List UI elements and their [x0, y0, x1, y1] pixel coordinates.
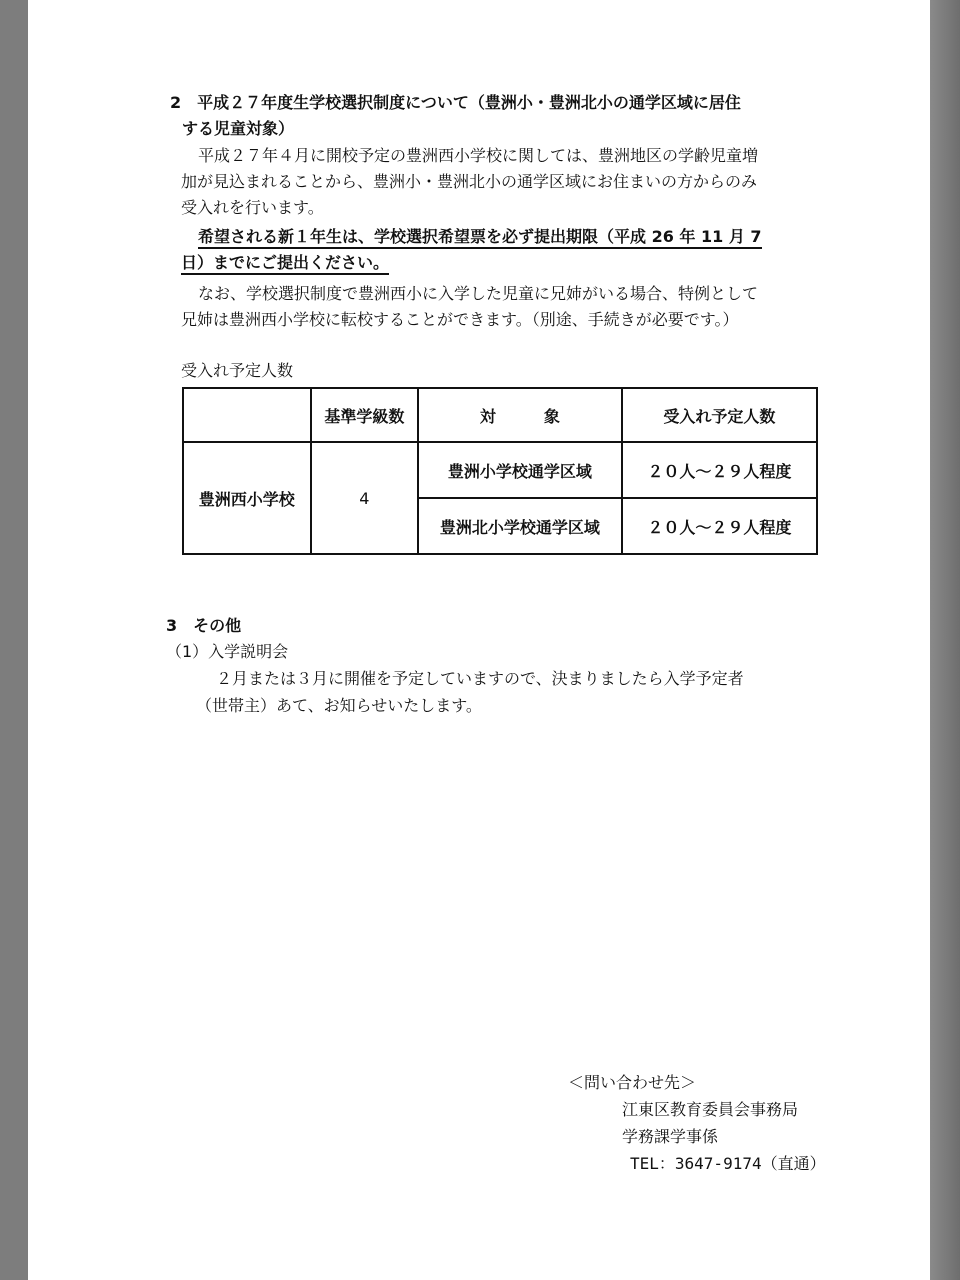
- contact-phone: TEL：3647-9174（直通）: [630, 1154, 826, 1173]
- capacity-cell: ２０人～２９人程度: [622, 498, 817, 554]
- deadline-notice-cont: 日）までにご提出ください。: [181, 250, 389, 276]
- section2-paragraph-1: 平成２７年４月に開校予定の豊洲西小学校に関しては、豊洲地区の学齢児童増: [198, 146, 759, 165]
- deadline-notice: 希望される新１年生は、学校選択希望票を必ず提出期限（平成 26 年 11 月 7: [198, 224, 762, 250]
- table-header-capacity: 受入れ予定人数: [622, 388, 817, 442]
- table-row: [183, 442, 817, 498]
- section2-paragraph-1-cont: 加が見込まれることから、豊洲小・豊洲北小の通学区域にお住まいの方からのみ: [181, 172, 758, 191]
- contact-department: 学務課学事係: [622, 1127, 719, 1146]
- section2-heading: 2 平成２７年度生学校選択制度について（豊洲小・豊洲北小の通学区域に居住: [170, 93, 741, 112]
- target-cell: 豊洲小学校通学区域: [418, 442, 621, 498]
- section3-subheading: （1）入学説明会: [166, 642, 289, 661]
- table-header-target: 対 象: [418, 388, 621, 442]
- section2-heading-cont: する児童対象）: [182, 119, 295, 138]
- target-cell: 豊洲北小学校通学区域: [418, 498, 621, 554]
- section2-paragraph-2-cont: 兄姉は豊洲西小学校に転校することができます。（別途、手続きが必要です。）: [181, 310, 739, 329]
- intake-capacity-table: [182, 387, 818, 555]
- school-name-cell: 豊洲西小学校: [183, 442, 311, 554]
- table-header-classes: 基準学級数: [311, 388, 419, 442]
- class-count-cell: 4: [311, 442, 419, 554]
- section3-heading: 3 その他: [166, 616, 242, 635]
- capacity-cell: ２０人～２９人程度: [622, 442, 817, 498]
- table-header-blank: [183, 388, 311, 442]
- section2-paragraph-1-end: 受入れを行います。: [181, 198, 324, 217]
- table-caption: 受入れ予定人数: [181, 361, 294, 380]
- contact-organization: 江東区教育委員会事務局: [622, 1100, 799, 1119]
- section2-paragraph-2: なお、学校選択制度で豊洲西小に入学した児童に兄姉がいる場合、特例として: [198, 284, 759, 303]
- section3-paragraph: ２月または３月に開催を予定していますので、決まりましたら入学予定者: [216, 669, 744, 688]
- table-header-row: [183, 388, 817, 442]
- section3-paragraph-cont: （世帯主）あて、お知らせいたします。: [196, 696, 482, 715]
- viewer-edge: [930, 0, 960, 1280]
- contact-title: ＜問い合わせ先＞: [568, 1073, 697, 1092]
